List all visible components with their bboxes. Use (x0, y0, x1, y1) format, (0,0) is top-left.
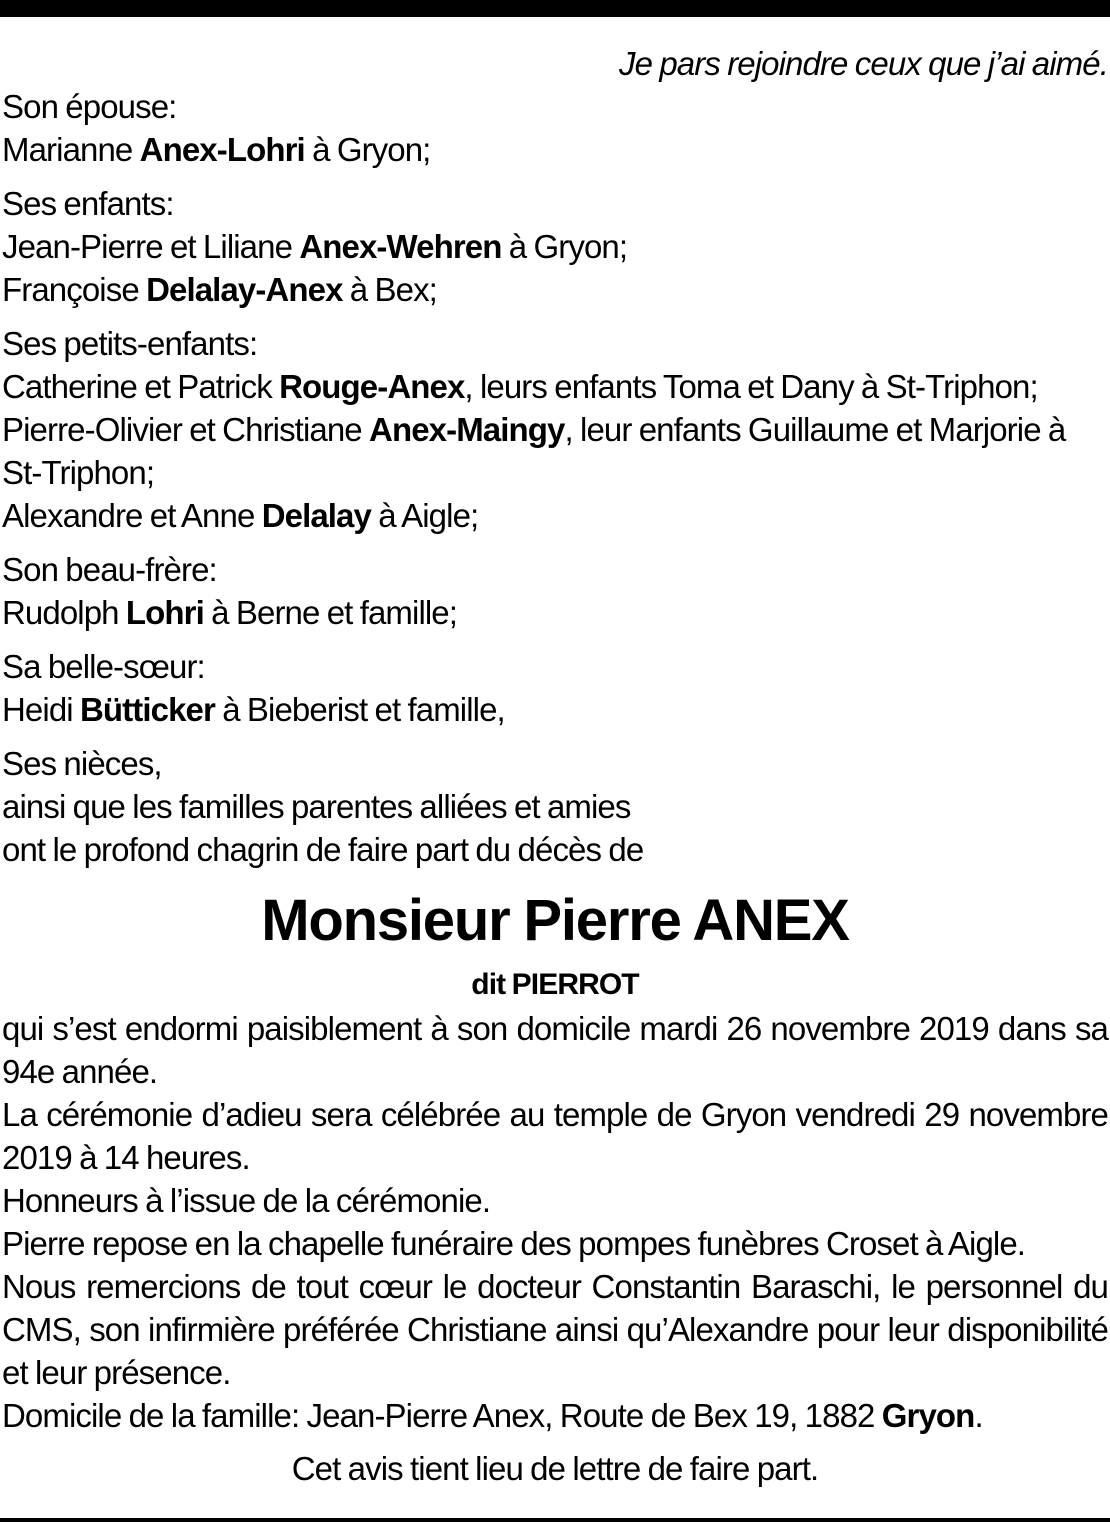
obituary-notice (2, 38, 1108, 1490)
spouse-heading: Son épouse: (2, 88, 177, 125)
text: à Bex; (342, 271, 437, 308)
text: Catherine et Patrick (2, 368, 280, 405)
town: Gryon (881, 1397, 975, 1434)
grandchildren-group (2, 322, 1108, 537)
text: Domicile de la famille: Jean-Pierre Anex, Route de Bex 19, 1882 (2, 1397, 882, 1434)
deceased-name: Monsieur Pierre ANEX (261, 888, 849, 953)
grandchild-line (2, 365, 1108, 408)
surname: Delalay-Anex (146, 271, 343, 308)
details-paragraph: Pierre repose en la chapelle funéraire des pompes funèbres Croset à Aigle. (2, 1225, 1026, 1262)
details-paragraph: Honneurs à l’issue de la cérémonie. (2, 1182, 491, 1219)
intro-line: ont le profond chagrin de faire part du décès de (2, 831, 644, 868)
surname: Rouge-Anex (279, 368, 465, 405)
details-paragraph: qui s’est endormi paisiblement à son domicile mardi 26 novembre 2019 dans sa 94e année. (2, 1010, 1108, 1090)
text: , leur enfants Guillaume et Marjorie à St-Triphon; (2, 411, 1066, 491)
text: Pierre-Olivier et Christiane (2, 411, 370, 448)
top-rule (0, 0, 1110, 17)
sister-in-law-heading: Sa belle-sœur: (2, 648, 205, 685)
text: Heidi (2, 691, 80, 728)
details-paragraph: Nous remercions de tout cœur le docteur Constantin Baraschi, le personnel du CMS, son infirmière préférée Christiane ainsi qu’Alexandre pour leur disponibilité et leur présence. (2, 1268, 1108, 1391)
children-heading: Ses enfants: (2, 185, 174, 222)
text: Françoise (2, 271, 147, 308)
surname: Anex-Lohri (139, 131, 305, 168)
bottom-rule (0, 1518, 1110, 1522)
announcement-intro (2, 742, 1108, 871)
family-address (2, 1394, 1108, 1437)
children-group (2, 182, 1108, 311)
sister-in-law-line (2, 688, 1108, 731)
spouse-group (2, 85, 1108, 171)
closing-note: Cet avis tient lieu de lettre de faire part. (291, 1450, 819, 1487)
sister-in-law-group (2, 645, 1108, 731)
spouse-line (2, 128, 1108, 171)
text: à Bieberist et famille, (214, 691, 505, 728)
child-line (2, 268, 1108, 311)
intro-line: ainsi que les familles parentes alliées et amies (2, 788, 631, 825)
text: Jean-Pierre et Liliane (2, 228, 300, 265)
text: , leurs enfants Toma et Dany à St-Triphon; (464, 368, 1038, 405)
child-line (2, 225, 1108, 268)
grandchild-line (2, 494, 1108, 537)
surname: Lohri (125, 594, 204, 631)
brother-in-law-heading: Son beau-frère: (2, 551, 217, 588)
text: Alexandre et Anne (2, 497, 262, 534)
text: . (974, 1397, 983, 1434)
grandchildren-heading: Ses petits-enfants: (2, 325, 258, 362)
details (2, 1007, 1108, 1437)
text: à Aigle; (370, 497, 479, 534)
text: Rudolph (2, 594, 126, 631)
text: à Gryon; (501, 228, 628, 265)
surname: Bütticker (79, 691, 215, 728)
deceased-nickname: dit PIERROT (471, 968, 639, 1001)
surname: Anex-Maingy (369, 411, 565, 448)
grandchild-line (2, 408, 1110, 494)
text: à Gryon; (304, 131, 431, 168)
text: Marianne (2, 131, 140, 168)
surname: Anex-Wehren (299, 228, 502, 265)
details-paragraph: La cérémonie d’adieu sera célébrée au temple de Gryon vendredi 29 novembre 2019 à 14 heures. (2, 1096, 1108, 1176)
text: à Berne et famille; (203, 594, 458, 631)
intro-line: Ses nièces, (2, 745, 162, 782)
epigraph: Je pars rejoindre ceux que j’ai aimé. (619, 45, 1108, 82)
brother-in-law-line (2, 591, 1108, 634)
surname: Delalay (261, 497, 371, 534)
brother-in-law-group (2, 548, 1108, 634)
